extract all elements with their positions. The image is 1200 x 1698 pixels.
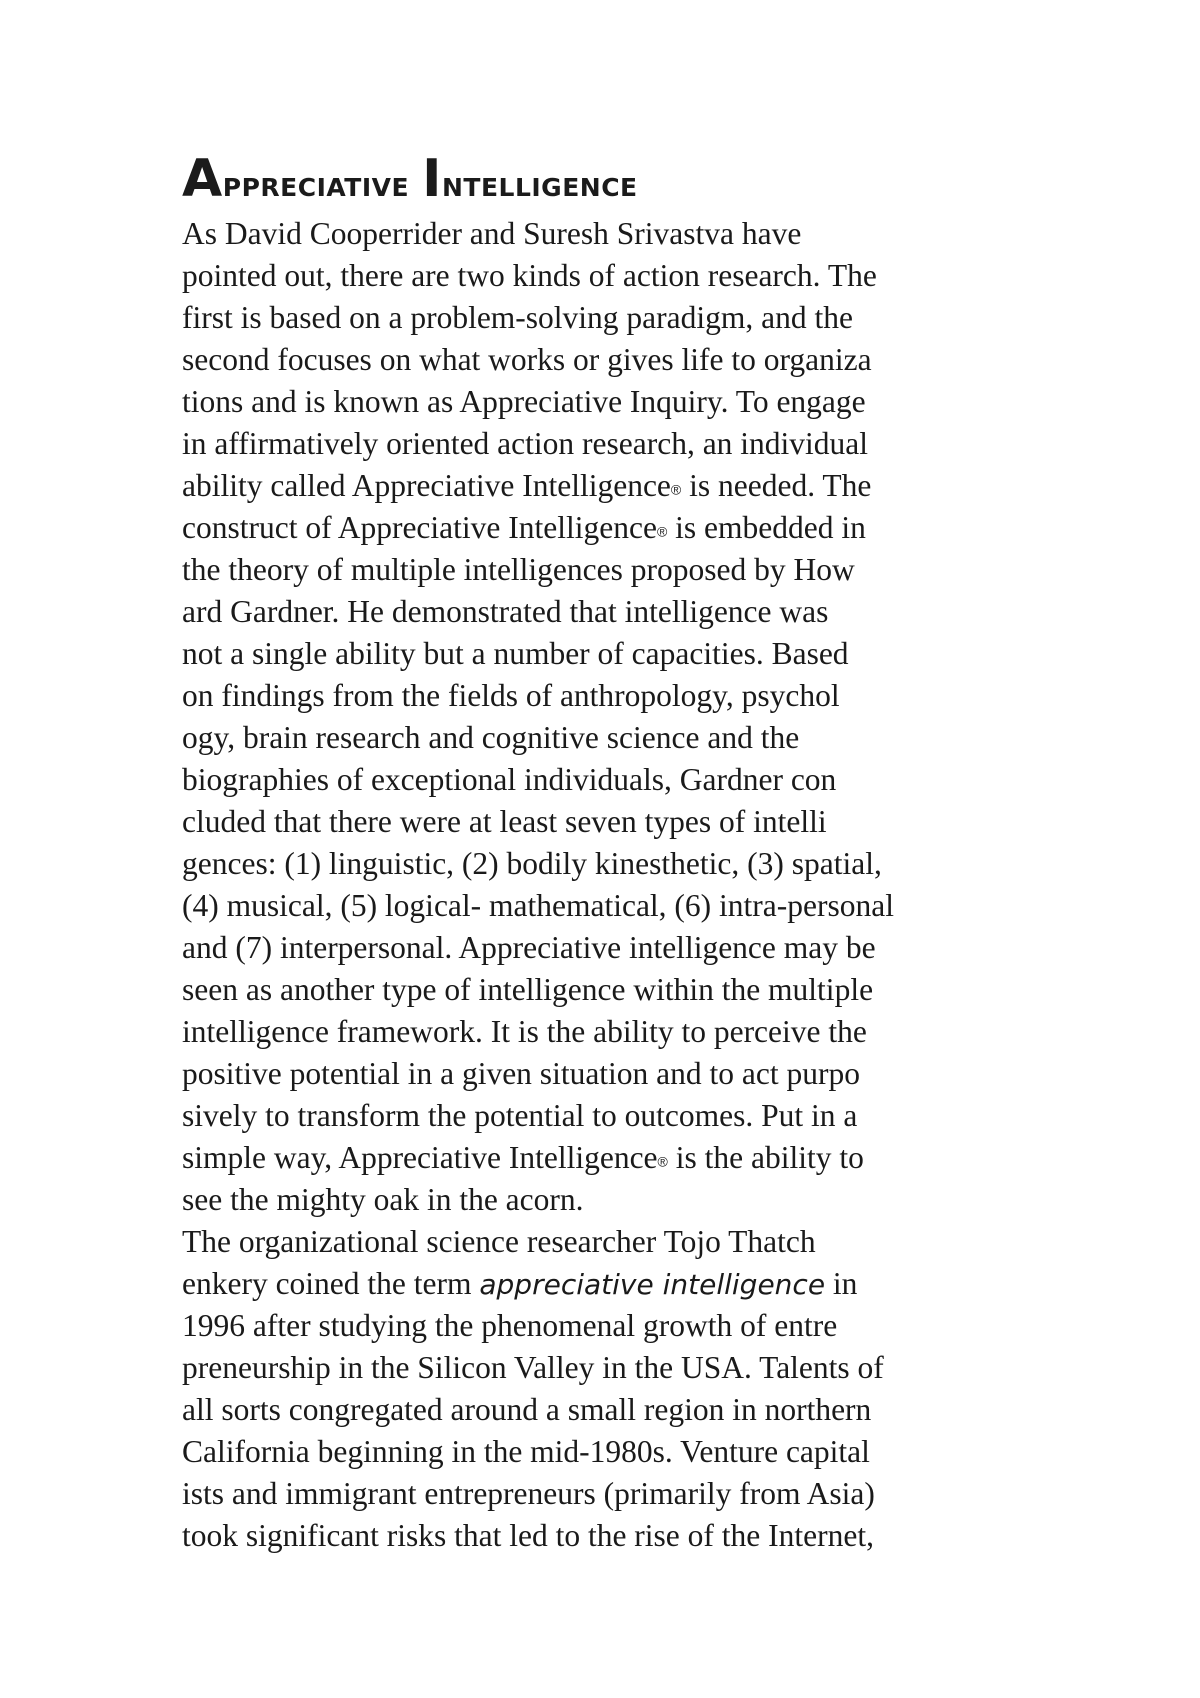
text-line: gences: (1) linguistic, (2) bodily kinesthetic, (3) spatial, (182, 846, 882, 881)
text-line (182, 465, 1032, 507)
text-line: took significant risks that led to the rise of the Internet, (182, 1518, 874, 1553)
text-line: positive potential in a given situation and to act purpo (182, 1056, 860, 1091)
line-segment: ability called Appreciative Intelligence (182, 468, 671, 503)
text-line: intelligence framework. It is the ability to perceive the (182, 1014, 867, 1049)
registered-mark: ® (656, 523, 668, 540)
text-line: California beginning in the mid-1980s. Venture capital (182, 1434, 870, 1469)
heading-initial-i: I (422, 149, 442, 209)
line-segment: construct of Appreciative Intelligence (182, 510, 657, 545)
line-segment: is the ability to (667, 1140, 864, 1175)
registered-mark: ® (657, 1153, 668, 1170)
paragraph-1 (182, 213, 1032, 1221)
text-line: see the mighty oak in the acorn. (182, 1182, 584, 1217)
line-segment: in (825, 1266, 858, 1301)
emphasized-term: appreciative intelligence (479, 1268, 826, 1301)
line-segment: enkery coined the term (182, 1266, 480, 1301)
text-line (182, 507, 1032, 549)
text-line: all sorts congregated around a small region in northern (182, 1392, 872, 1427)
text-line: ogy, brain research and cognitive science and the (182, 720, 800, 755)
heading-word-rest-1: ppreciative (222, 164, 410, 205)
text-line: biographies of exceptional individuals, Gardner con (182, 762, 837, 797)
text-line: ard Gardner. He demonstrated that intelligence was (182, 594, 829, 629)
line-segment: is embedded in (667, 510, 866, 545)
heading-word-rest-2: ntelligence (441, 164, 638, 205)
text-line: pointed out, there are two kinds of action research. The (182, 258, 877, 293)
section-heading (182, 149, 638, 212)
text-line: and (7) interpersonal. Appreciative intelligence may be (182, 930, 876, 965)
text-line: the theory of multiple intelligences proposed by How (182, 552, 855, 587)
body-text (182, 213, 1032, 1557)
text-line: tions and is known as Appreciative Inquiry. To engage (182, 384, 866, 419)
line-segment: is needed. The (681, 468, 872, 503)
text-line (182, 1263, 1032, 1305)
text-line: The organizational science researcher Tojo Thatch (182, 1224, 816, 1259)
text-line: (4) musical, (5) logical- mathematical, (6) intra-personal (182, 888, 894, 923)
heading-initial-a: A (182, 149, 223, 209)
paragraph-2 (182, 1221, 1032, 1557)
text-line: sively to transform the potential to outcomes. Put in a (182, 1098, 858, 1133)
text-line (182, 1137, 1032, 1179)
text-line: on findings from the fields of anthropology, psychol (182, 678, 840, 713)
text-line: 1996 after studying the phenomenal growth of entre (182, 1308, 838, 1343)
text-line: second focuses on what works or gives life to organiza (182, 342, 872, 377)
text-line: seen as another type of intelligence within the multiple (182, 972, 874, 1007)
text-line: preneurship in the Silicon Valley in the USA. Talents of (182, 1350, 884, 1385)
text-line: ists and immigrant entrepreneurs (primarily from Asia) (182, 1476, 875, 1511)
text-line: first is based on a problem-solving paradigm, and the (182, 300, 853, 335)
text-line: As David Cooperrider and Suresh Srivastva have (182, 216, 802, 251)
text-line: cluded that there were at least seven types of intelli (182, 804, 827, 839)
text-line: in affirmatively oriented action research, an individual (182, 426, 869, 461)
registered-mark: ® (670, 481, 682, 498)
text-line: not a single ability but a number of capacities. Based (182, 636, 849, 671)
line-segment: simple way, Appreciative Intelligence (182, 1140, 658, 1175)
